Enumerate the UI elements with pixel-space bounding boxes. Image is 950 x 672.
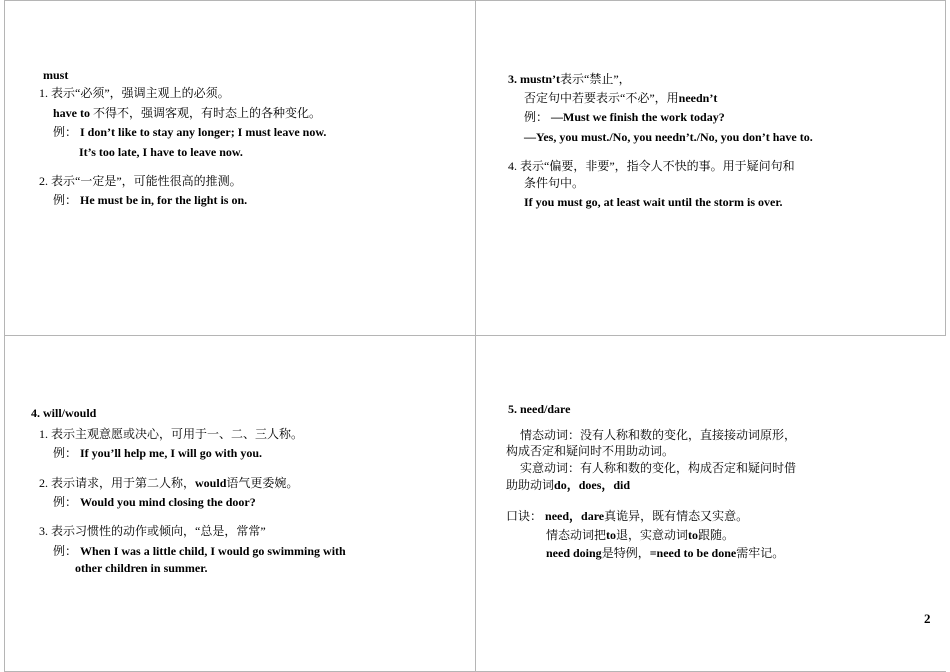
item-2 <box>39 475 298 491</box>
item-4-line2: 条件句中。 <box>524 176 585 190</box>
main-verb-line1: 实意动词：有人称和数的变化，构成否定和疑问时借 <box>520 461 797 475</box>
example-1b: It’s too late, I have to leave now. <box>79 145 243 159</box>
mnemonic-term: need，dare <box>545 509 605 523</box>
example-label: 例： <box>53 446 78 460</box>
example-1a <box>53 124 326 140</box>
example-label: 例： <box>524 110 549 124</box>
page-number: 2 <box>924 611 931 626</box>
modal-verb-line1: 情态动词：没有人称和数的变化，直接接动词原形， <box>520 428 797 442</box>
mnemonic-term: to <box>688 528 699 542</box>
example-label: 例： <box>53 544 78 558</box>
mustnt-desc: 表示“禁止”， <box>560 72 631 86</box>
example-3b: other children in summer. <box>75 561 208 575</box>
example-text: He must be in, for the light is on. <box>80 193 248 207</box>
slide-must-2 <box>475 0 946 336</box>
example-4: If you must go, at least wait until the storm is over. <box>524 195 783 209</box>
have-to-desc: 不得不，强调客观，有时态上的各种变化。 <box>93 106 322 120</box>
mnemonic-line2 <box>546 527 734 543</box>
example-2 <box>53 192 247 208</box>
example-3a <box>53 543 346 559</box>
heading-must: must <box>43 68 69 82</box>
item-1: 1. 表示“必须”，强调主观上的必须。 <box>39 86 230 100</box>
example-text: When I was a little child, I would go swimming with <box>80 544 346 558</box>
item-3 <box>508 71 631 87</box>
heading-need-dare: 5. need/dare <box>508 402 571 416</box>
mnemonic-line1 <box>506 508 748 524</box>
example-2 <box>53 494 256 510</box>
mnemonic-text: 情态动词把 <box>546 528 607 542</box>
slide-must-1 <box>4 0 476 336</box>
neednt-term: needn’t <box>678 91 718 105</box>
slide-will-would <box>4 335 476 672</box>
neednt-line <box>524 90 717 106</box>
example-text: I don’t like to stay any longer; I must leave now. <box>80 125 327 139</box>
mnemonic-label: 口诀： <box>506 509 543 523</box>
mnemonic-term: need doing <box>546 546 602 560</box>
example-label: 例： <box>53 495 78 509</box>
mnemonic-text: 是特例， <box>601 546 650 560</box>
neednt-desc: 否定句中若要表示“不必”，用 <box>524 91 679 105</box>
item-4-line1: 4. 表示“偏要，非要”，指令人不快的事。用于疑问句和 <box>508 159 795 173</box>
item-2-desc-2: 语气更委婉。 <box>226 476 299 490</box>
would-term: would <box>195 476 227 490</box>
aux-verbs: do，does，did <box>554 478 631 492</box>
main-verb-line2 <box>506 477 630 493</box>
mnemonic-term: to <box>606 528 617 542</box>
mnemonic-desc: 真诡异，既有情态又实意。 <box>604 509 749 523</box>
item-3: 3. 表示习惯性的动作或倾向，“总是，常常” <box>39 524 266 538</box>
mnemonic-text: 退，实意动词 <box>616 528 689 542</box>
mnemonic-term: =need to be done <box>649 546 737 560</box>
example-1 <box>53 445 262 461</box>
mnemonic-line3 <box>546 545 784 561</box>
modal-verb-line2: 构成否定和疑问时不用助动词。 <box>506 444 675 458</box>
have-to-line <box>53 105 321 121</box>
item-1: 1. 表示主观意愿或决心，可用于一、二、三人称。 <box>39 427 304 441</box>
item-2-desc: 2. 表示请求，用于第二人称， <box>39 476 196 490</box>
heading-will-would: 4. will/would <box>31 406 97 420</box>
mnemonic-text: 跟随。 <box>698 528 735 542</box>
example-3b: —Yes, you must./No, you needn’t./No, you don’t have to. <box>524 130 813 144</box>
example-text: Would you mind closing the door? <box>80 495 256 509</box>
example-3a <box>524 109 725 125</box>
mustnt-term: 3. mustn’t <box>508 72 561 86</box>
item-2: 2. 表示“一定是”，可能性很高的推测。 <box>39 174 242 188</box>
slide-need-dare <box>475 335 946 672</box>
example-label: 例： <box>53 125 78 139</box>
main-verb-desc: 助助动词 <box>506 478 555 492</box>
have-to-term: have to <box>53 106 90 120</box>
example-label: 例： <box>53 193 78 207</box>
example-text: If you’ll help me, I will go with you. <box>80 446 263 460</box>
example-text: —Must we finish the work today? <box>551 110 725 124</box>
mnemonic-text: 需牢记。 <box>736 546 785 560</box>
